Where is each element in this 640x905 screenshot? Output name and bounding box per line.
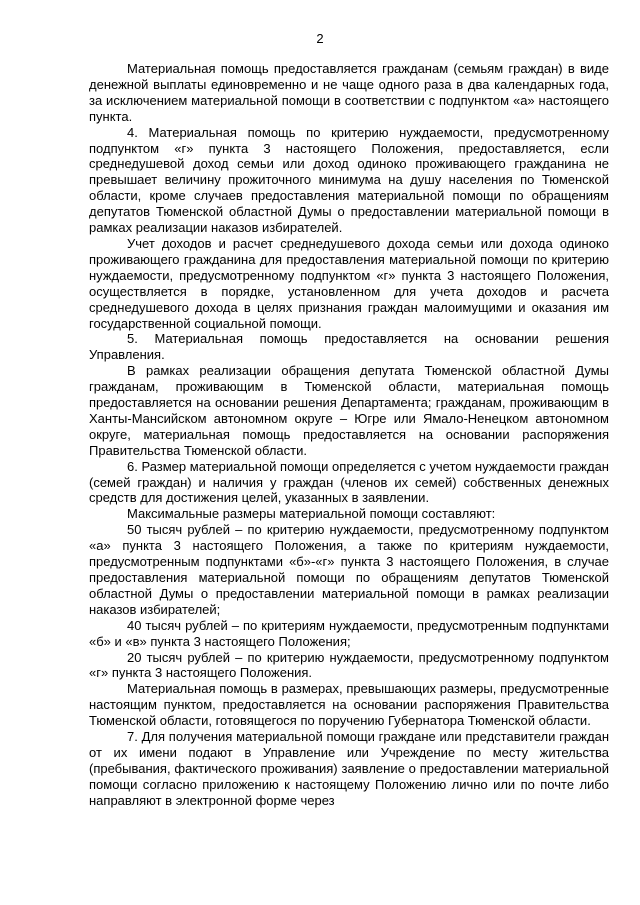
document-body	[89, 61, 609, 809]
paragraph-clause-5: 5. Материальная помощь предоставляется на основании решения Управления.	[89, 331, 609, 363]
paragraph-max-amounts-intro: Максимальные размеры материальной помощи составляют:	[127, 506, 496, 522]
paragraph-clause-6: 6. Размер материальной помощи определяется с учетом нуждаемости граждан (семей граждан) и наличия у граждан (членов их семей) собственных денежных средств для достижения целей, указанных в заявлении.	[89, 458, 609, 506]
paragraph-exceeding-amounts: Материальная помощь в размерах, превышающих размеры, предусмотренные настоящим пунктом, предоставляется на основании распоряжения Правительства Тюменской области, готовящегося по поручению Губернатора Тюменской области.	[89, 681, 609, 729]
paragraph-material-aid-form: Материальная помощь предоставляется гражданам (семьям граждан) в виде денежной выплаты единовременно и не чаще одного раза в два календарных года, за исключением материальной помощи в соответствии с подпунктом «а» настоящего пункта.	[89, 61, 609, 124]
paragraph-amount-50k: 50 тысяч рублей – по критерию нуждаемости, предусмотренному подпунктом «а» пункта 3 настоящего Положения, а также по критериям нуждаемости, предусмотренным подпунктами «б»-«г» пункта 3 настоящего Положения, в случае предоставления материальной помощи по обращениям депутатов Тюменской областной Думы о предоставлении материальной помощи в рамках реализации наказов избирателей;	[89, 522, 609, 617]
page-number: 2	[316, 31, 324, 46]
paragraph-amount-40k: 40 тысяч рублей – по критериям нуждаемости, предусмотренным подпунктами «б» и «в» пункта 3 настоящего Положения;	[89, 617, 609, 649]
paragraph-clause-7: 7. Для получения материальной помощи граждане или представители граждан от их имени подают в Управление или Учреждение по месту жительства (пребывания, фактического проживания) заявление о предоставлении материальной помощи согласно приложению к настоящему Положению лично или по почте либо направляют в электронной форме через	[89, 729, 609, 808]
paragraph-deputy-appeal: В рамках реализации обращения депутата Тюменской областной Думы гражданам, проживающим в Тюменской области, материальная помощь предоставляется на основании решения Департамента; гражданам, проживающим в Ханты-Мансийском автономном округе – Югре или Ямало-Ненецком автономном округе, материальная помощь предоставляется на основании распоряжения Правительства Тюменской области.	[89, 363, 609, 458]
paragraph-income-accounting: Учет доходов и расчет среднедушевого дохода семьи или дохода одиноко проживающего гражданина для предоставления материальной помощи по критерию нуждаемости, предусмотренному подпунктом «г» пункта 3 настоящего Положения, осуществляется в порядке, установленном для учета доходов и расчета среднедушевого дохода в целях признания граждан малоимущими и оказания им государственной социальной помощи.	[89, 235, 609, 331]
paragraph-clause-4: 4. Материальная помощь по критерию нуждаемости, предусмотренному подпунктом «г» пункта 3 настоящего Положения, предоставляется, если среднедушевой доход семьи или доход одиноко проживающего гражданина не превышает величину прожиточного минимума на душу населения по Тюменской области, кроме случаев предоставления материальной помощи по обращениям депутатов Тюменской областной Думы о предоставлении материальной помощи в рамках реализации наказов избирателей.	[89, 124, 609, 236]
paragraph-amount-20k: 20 тысяч рублей – по критерию нуждаемости, предусмотренному подпунктом «г» пункта 3 настоящего Положения.	[89, 649, 609, 681]
